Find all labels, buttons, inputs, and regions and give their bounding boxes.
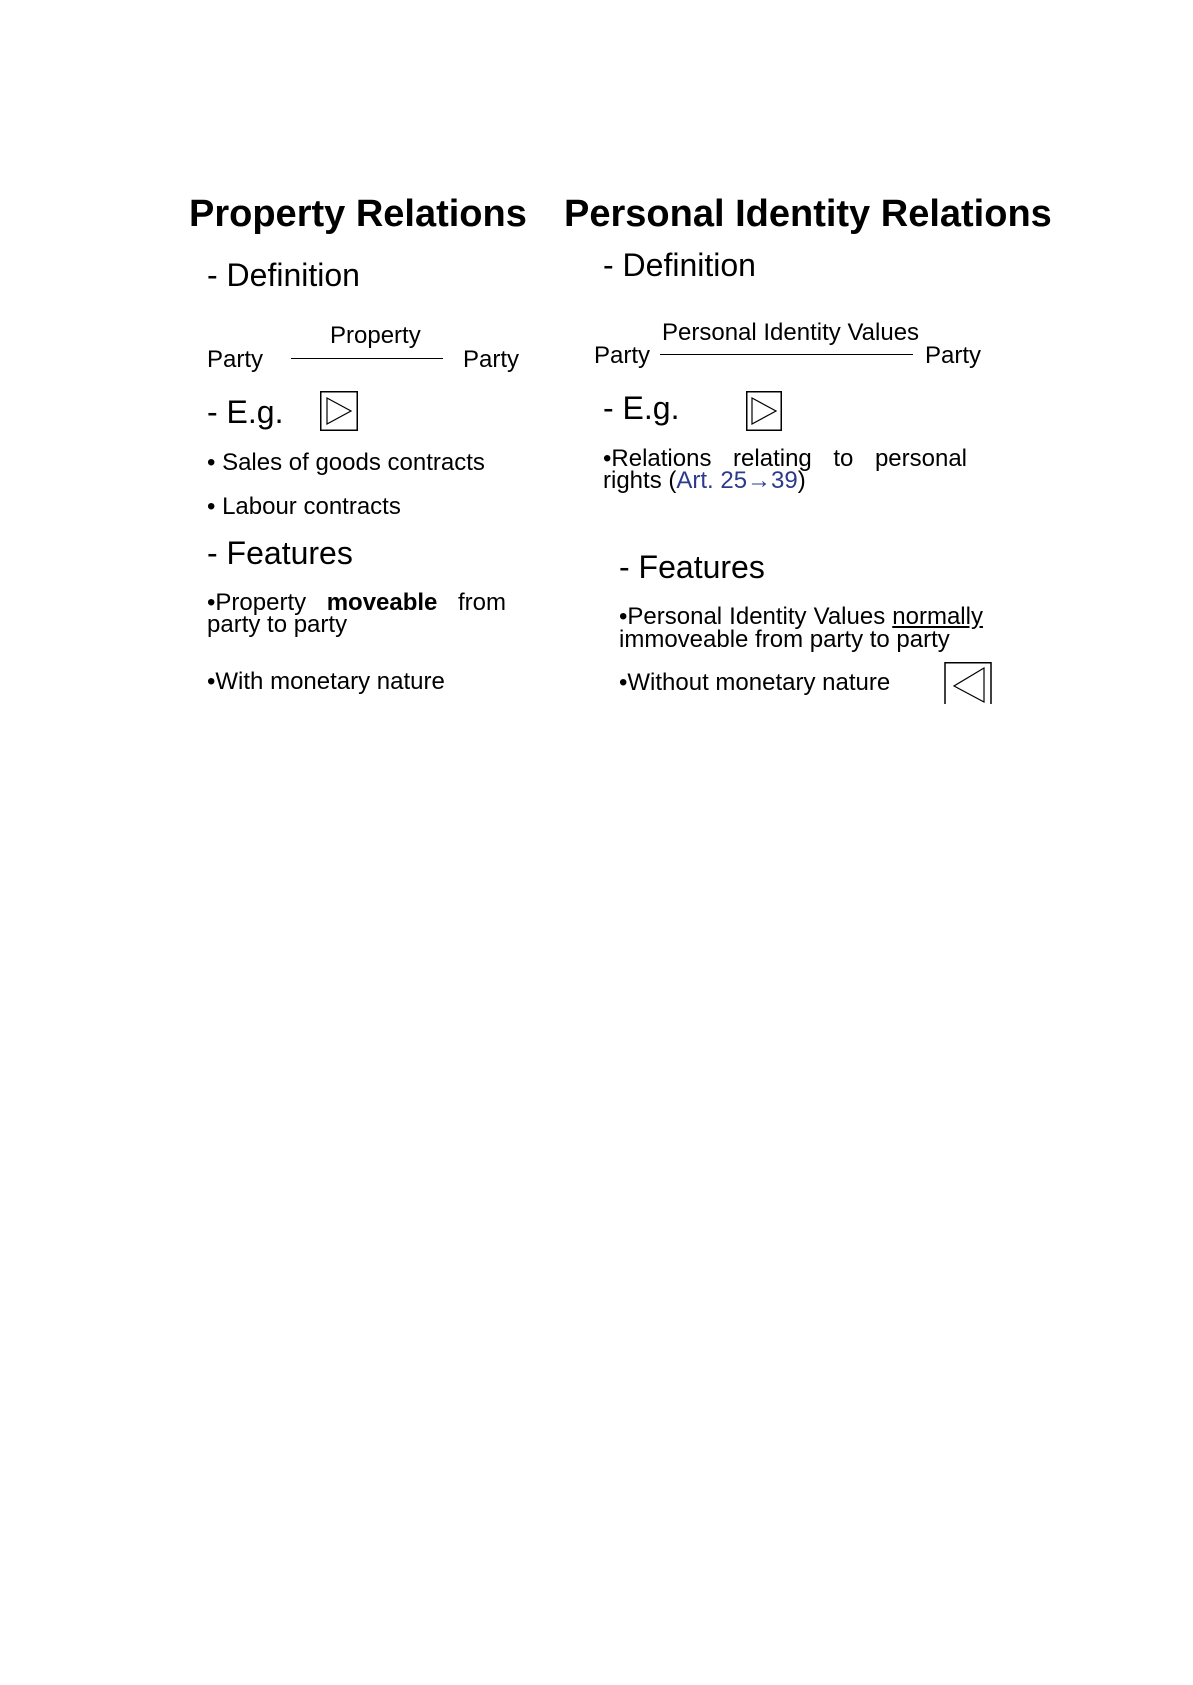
right-example-prefix: rights ( (603, 467, 677, 494)
play-forward-icon[interactable] (746, 391, 782, 431)
right-feature-1-emphasis: normally (892, 603, 983, 630)
right-example-w2: relating (733, 445, 812, 472)
left-feature-1-emphasis: moveable (326, 589, 438, 616)
article-reference-link[interactable]: Art. 25→39 (676, 467, 798, 494)
left-features-heading: - Features (207, 535, 353, 571)
play-forward-icon[interactable] (320, 391, 358, 431)
left-example-2: • Labour contracts (207, 493, 401, 520)
left-relation-label: Property (330, 322, 421, 349)
right-example-suffix: ) (797, 467, 806, 494)
left-party-b: Party (463, 346, 520, 373)
right-feature-1-line-2: immoveable from party to party (619, 626, 950, 653)
right-example-w1: •Relations (603, 445, 712, 472)
right-feature-2: •Without monetary nature (619, 669, 891, 696)
left-party-a: Party (207, 346, 264, 373)
left-feature-1-line-2: party to party (207, 611, 348, 638)
right-feature-1-w1: •Personal (619, 603, 723, 630)
left-relation-line (291, 358, 443, 359)
left-eg-heading: - E.g. (207, 394, 284, 430)
right-feature-1-w3: Values (813, 603, 886, 630)
right-definition-heading: - Definition (603, 247, 756, 283)
play-back-icon[interactable] (944, 662, 992, 704)
right-relation-line (660, 354, 913, 355)
right-feature-1-w2: Identity (729, 603, 807, 630)
left-feature-2: •With monetary nature (207, 668, 445, 695)
right-example-w3: to (833, 445, 854, 472)
left-feature-1-prefix: •Property (207, 589, 307, 616)
right-eg-heading: - E.g. (603, 390, 680, 426)
right-party-b: Party (925, 342, 982, 369)
right-relation-label: Personal Identity Values (662, 319, 920, 346)
left-example-1: • Sales of goods contracts (207, 449, 485, 476)
right-party-a: Party (594, 342, 651, 369)
right-example-line-2 (603, 467, 806, 495)
right-features-heading: - Features (619, 549, 765, 585)
left-title: Property Relations (189, 193, 527, 235)
right-example-w4: personal (874, 445, 967, 472)
right-title: Personal Identity Relations (564, 193, 1052, 235)
left-definition-heading: - Definition (207, 257, 360, 293)
left-feature-1-suffix: from (457, 589, 506, 616)
